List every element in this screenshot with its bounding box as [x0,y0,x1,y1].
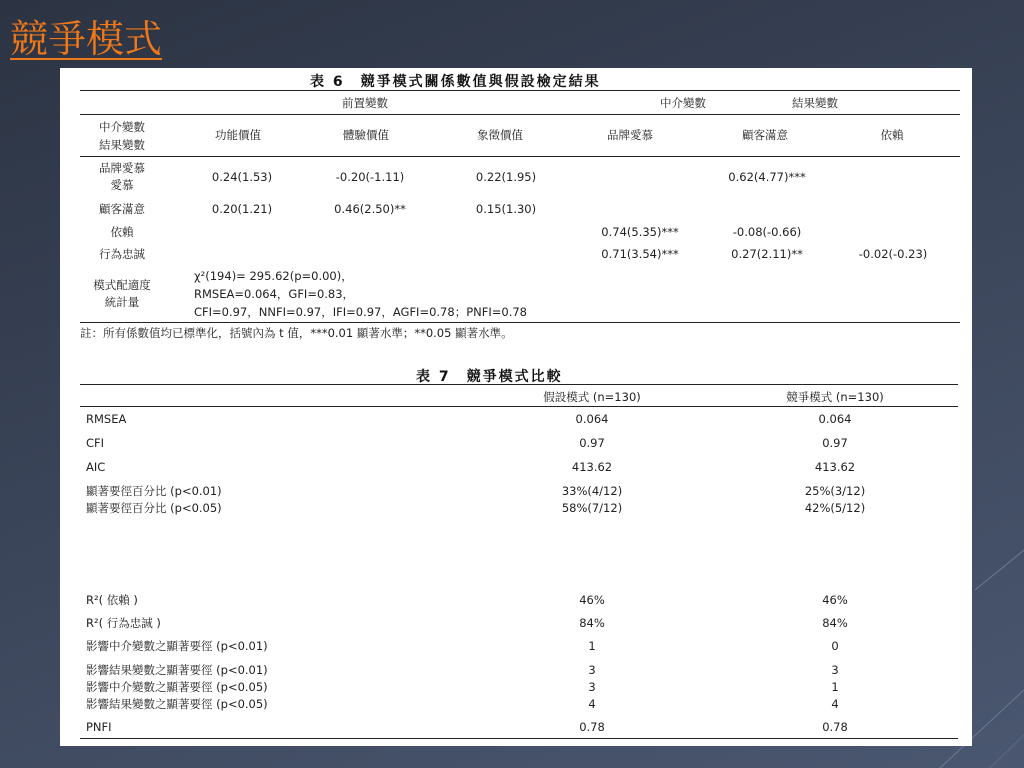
table7-row-label: 顯著要徑百分比 (p<0.05) [86,501,222,515]
table7-cell: 1 [588,639,596,653]
table7-row-label: R²( 行為忠誠 ) [86,616,161,630]
col-customer-satisfaction: 顧客滿意 [742,128,788,142]
table6-cell: 0.24(1.53) [211,170,273,184]
row-label-brand-love-line1: 品牌愛慕 [99,161,145,175]
table7-cell: 0.97 [822,436,848,450]
table7-row-label: CFI [86,436,105,450]
table7-top-rule [80,384,958,385]
table7-cell: 0.064 [575,412,609,426]
table7-cell: 25%(3/12) [804,484,866,498]
table7-cell: 4 [588,697,596,711]
table7-cell: 0.97 [579,436,605,450]
table6-cell: -0.08(-0.66) [732,225,802,239]
row-label-customer-satisfaction: 顧客滿意 [99,202,145,216]
table7-header-rule [80,406,958,407]
fit-line3: CFI=0.97，NNFI=0.97，IFI=0.97，AGFI=0.78；PNFI=0.78 [194,305,527,319]
table7-cell: 33%(4/12) [561,484,623,498]
row-label-dependence: 依賴 [110,225,134,239]
table7-row-label: AIC [86,460,106,474]
col-functional-value: 功能價值 [215,128,261,142]
col-experiential-value: 體驗價值 [343,128,389,142]
table6-title: 表 6 競爭模式關係數值與假設檢定結果 [310,74,601,90]
table6-cell: 0.62(4.77)*** [728,170,806,184]
table7-cell: 0.064 [818,412,852,426]
table7-cell: 413.62 [571,460,613,474]
table7-cell: 1 [831,680,839,694]
table6-cell: 0.15(1.30) [475,202,537,216]
corner-line1: 中介變數 [99,120,145,134]
document-image [60,68,972,746]
table7-col-hypothesized: 假設模式 (n=130) [543,390,641,404]
table6-cell: -0.02(-0.23) [858,247,928,261]
table7-row-label: RMSEA [86,412,127,426]
table6-cell: -0.20(-1.11) [335,170,405,184]
table7-row-label: PNFI [86,720,112,734]
table7-cell: 46% [579,593,605,607]
table7-cell: 46% [822,593,848,607]
table7-cell: 0.78 [579,720,605,734]
table6-cell: 0.74(5.35)*** [601,225,679,239]
fit-line2: RMSEA=0.064，GFI=0.83， [194,287,355,301]
table6-cell: 0.27(2.11)** [731,247,803,261]
table7-col-competing: 競爭模式 (n=130) [786,390,884,404]
table7-cell: 413.62 [814,460,856,474]
table7-row-label: 影響中介變數之顯著要徑 (p<0.01) [86,639,268,653]
table7-row-label: R²( 依賴 ) [86,593,138,607]
table6-header-rule [80,114,960,115]
table7-row-label: 影響結果變數之顯著要徑 (p<0.01) [86,663,268,677]
table6-body-rule [80,156,960,157]
table7-cell: 84% [579,616,605,630]
header-group-outcome: 結果變數 [792,96,838,110]
table6-cell: 0.71(3.54)*** [601,247,679,261]
table6-top-rule [80,90,960,91]
corner-line2: 結果變數 [99,138,145,152]
header-group-mediator: 中介變數 [660,96,706,110]
table7-cell: 4 [831,697,839,711]
row-label-behavioral-loyalty: 行為忠誠 [99,247,145,261]
header-group-antecedent: 前置變數 [342,96,388,110]
table7-cell: 58%(7/12) [561,501,623,515]
fit-label-line1: 模式配適度 [93,278,151,292]
table7-cell: 3 [588,680,596,694]
fit-line1: χ²(194)= 295.62(p=0.00)， [194,269,353,283]
table7-cell: 42%(5/12) [804,501,866,515]
table7-cell: 3 [831,663,839,677]
table7-title: 表 7 競爭模式比較 [416,369,563,385]
row-label-brand-love-line2: 愛慕 [110,178,134,192]
table7-bottom-rule [80,738,958,739]
table6-cell: 0.22(1.95) [475,170,537,184]
table6-cell: 0.20(1.21) [211,202,273,216]
table7-row-label: 影響結果變數之顯著要徑 (p<0.05) [86,697,268,711]
table7-cell: 0 [831,639,839,653]
slide-title: 競爭模式 [10,17,163,61]
table7-row-label: 影響中介變數之顯著要徑 (p<0.05) [86,680,268,694]
table6-cell: 0.46(2.50)** [334,202,406,216]
col-symbolic-value: 象徵價值 [477,128,523,142]
table6-bottom-rule [80,322,960,323]
fit-label-line2: 統計量 [104,295,140,309]
table7-cell: 0.78 [822,720,848,734]
col-dependence: 依賴 [880,128,904,142]
table7-row-label: 顯著要徑百分比 (p<0.01) [86,484,222,498]
col-brand-love: 品牌愛慕 [607,128,653,142]
table6-note: 註：所有係數值均已標準化，括號內為 t 值，***0.01 顯著水準；**0.05 顯著水準。 [80,326,513,340]
table7-cell: 3 [588,663,596,677]
table7-cell: 84% [822,616,848,630]
